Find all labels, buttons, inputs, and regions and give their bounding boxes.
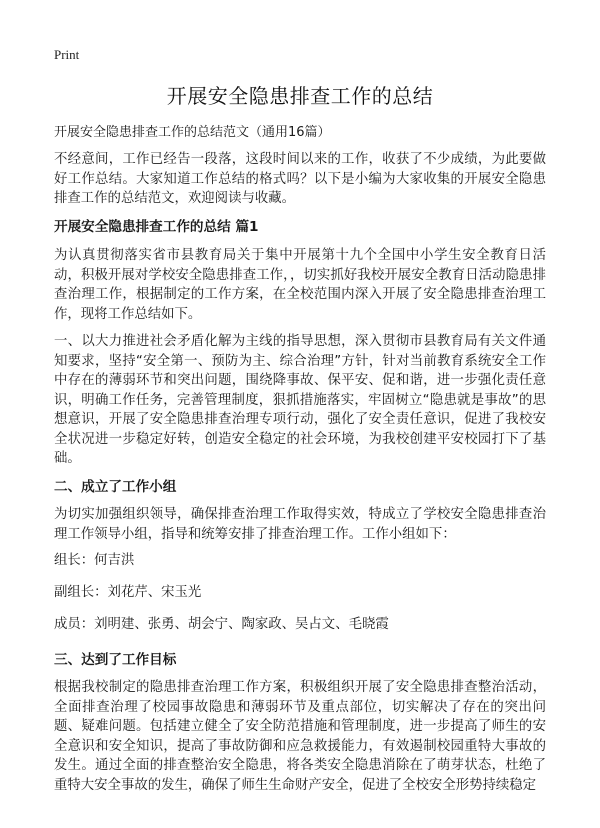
document-subtitle: 开展安全隐患排查工作的总结范文（通用16篇） xyxy=(54,125,331,140)
section-heading-3: 三、达到了工作目标 xyxy=(54,652,177,668)
section-heading-1: 开展安全隐患排查工作的总结 篇1 xyxy=(54,219,259,235)
members-line: 成员：刘明建、张勇、胡会宁、陶家政、吴占文、毛晓霞 xyxy=(54,617,389,632)
intro-paragraph: 不经意间，工作已经告一段落，这段时间以来的工作，收获了不少成绩，为此要做好工作总结。大家知道工作总结的格式吗？以下是小编为大家收集的开展安全隐患排查工作的总结范文，欢迎阅读与收藏。 xyxy=(54,152,546,206)
section-heading-2: 二、成立了工作小组 xyxy=(54,479,177,495)
section1-paragraph-1: 为认真贯彻落实省市县教育局关于集中开展第十九个全国中小学生安全教育日活动，积极开展对学校安全隐患排查工作，，切实抓好我校开展安全教育日活动隐患排查治理工作，根据制定的工作方案，在全校范围内深入开展了安全隐患排查治理工作，现将工作总结如下。 xyxy=(54,248,546,322)
group-paragraph: 为切实加强组织领导，确保排查治理工作取得实效，特成立了学校安全隐患排查治理工作领导小组，指导和统筹安排了排查治理工作。工作小组如下： xyxy=(54,507,546,542)
document-title: 开展安全隐患排查工作的总结 xyxy=(166,84,434,108)
deputy-line: 副组长：刘花芹、宋玉光 xyxy=(54,585,202,600)
leader-line: 组长：何吉洪 xyxy=(54,553,135,568)
print-label[interactable]: Print xyxy=(54,47,80,62)
goal-paragraph: 根据我校制定的隐患排查治理工作方案，积极组织开展了安全隐患排查整治活动，全面排查治理了校园事故隐患和薄弱环节及重点部位，切实解决了存在的突出问题、疑难问题。包括建立健全了安全防范措施和管理制度，进一步提高了师生的安全意识和安全知识，提高了事故防御和应急救援能力，有效遏制校园重特大事故的发生。通过全面的排查整治安全隐患，将各类安全隐患消除在了萌芽状态，杜绝了重特大安全事故的发生，确保了师生生命财产安全，促进了全校安全形势持续稳定 xyxy=(54,680,546,793)
section1-paragraph-2: 一、以大力推进社会矛盾化解为主线的指导思想，深入贯彻市县教育局有关文件通知要求，坚持“安全第一、预防为主、综合治理”方针，针对当前教育系统安全工作中存在的薄弱环节和突出问题，围绕降事故、保平安、促和谐，进一步强化责任意识，明确工作任务，完善管理制度，狠抓措施落实，牢固树立“隐患就是事故”的思想意识，开展了安全隐患排查治理专项行动，强化了安全责任意识，促进了我校安全状况进一步稳定好转，创造安全稳定的社会环境，为我校创建平安校园打下了基础。 xyxy=(54,334,546,466)
